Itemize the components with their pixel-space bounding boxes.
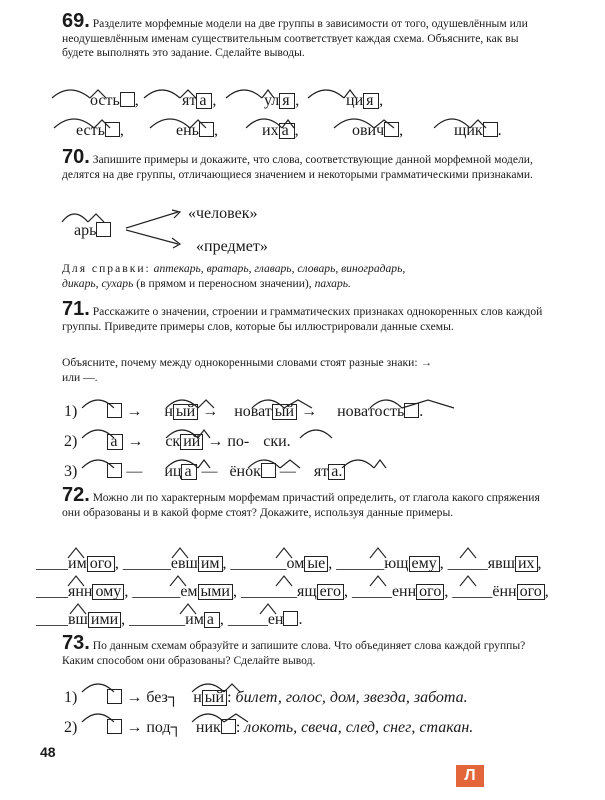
exercise-72-text (62, 484, 552, 520)
publisher-logo-icon: Л (456, 765, 484, 787)
scheme-71-1: 1) → н ый → новат ый → новатость . (64, 403, 424, 420)
participle-row-2: ____янн ому , ______ем ыми , _______ящ его , _____енн ого , _____ённ ого , (36, 583, 549, 600)
page-number: 48 (40, 744, 56, 760)
model-69-7: их а , (262, 122, 299, 139)
model-69-9: щик . (454, 122, 502, 139)
exercise-71-body: Расскажите о значении, строении и грамматических признаках однокоренных слов каждой группы. Приведите примеры слов, которые бы иллюстрировали данные схемы. (62, 305, 543, 333)
model-69-2: ят а , (182, 92, 217, 109)
model-69-5: есть , (76, 122, 124, 139)
exercise-70-text (62, 146, 552, 182)
branch-person: «человек» (188, 205, 258, 222)
exercise-69-number: 69. (62, 10, 90, 32)
exercise-72-number: 72. (62, 484, 90, 506)
participle-row-1: ____им ого , ______евш им , _______ом ые , ______ющ ему , _____явш их , (36, 555, 542, 572)
exercise-70-body: Запишите примеры и докажите, что слова, соответствующие данной морфемной модели, делятся на две группы, отличающиеся значением и некоторыми грамматическими признаками. (62, 153, 533, 181)
exercise-71-number: 71. (62, 298, 90, 320)
exercise-71-question: Объясните, почему между однокоренными словами стоят разные знаки: → или —. (62, 356, 433, 384)
model-70: арь (74, 222, 111, 240)
exercise-72-body: Можно ли по характерным морфемам причастий определить, от глагола какого спряжения они образованы и в какой форме стоят? Докажите, используя данные примеры. (62, 491, 540, 519)
model-69-1: ость , (90, 92, 139, 109)
model-69-3: ул я , (264, 92, 300, 109)
exercise-70-reference: Для справки: аптекарь, вратарь, главарь, словарь, виноградарь, дикарь, сухарь (в прямом и переносном значении), пахарь. (62, 262, 406, 290)
arrow-sign: → (420, 356, 433, 369)
exercise-73-body: По данным схемам образуйте и запишите слова. Что объединяет слова каждой группы? Каким способом они образованы? Сделайте вывод. (62, 639, 526, 667)
branch-object: «предмет» (196, 238, 268, 255)
exercise-71-text (62, 298, 552, 334)
participle-row-3: ____вш ими , _______им а , _____ен . (36, 611, 303, 628)
exercise-73-text (62, 632, 552, 668)
exercise-69-text (62, 10, 552, 61)
scheme-71-3: 3) — иц а — ёнок — ят а. (64, 463, 345, 481)
scheme-73-1: 1) → без┐ н ый : билет, голос, дом, звезда, забота. (64, 689, 468, 706)
exercise-69-body: Разделите морфемные модели на две группы в зависимости от того, одушевлённым или неодушевлённым именам существительным соответствует каждая схема. Объясните, как вы будете выполнять это задание. Сделайте выводы. (62, 17, 528, 59)
exercise-70-number: 70. (62, 146, 90, 168)
model-69-8: ович , (352, 122, 404, 139)
scheme-71-2: 2) а → ск ий → по- ски. (64, 433, 291, 450)
model-69-4: ци я , (346, 92, 384, 109)
exercise-73-number: 73. (62, 632, 90, 654)
model-69-6: ень , (176, 122, 218, 139)
scheme-73-2: 2) → под┐ ник : локоть, свеча, след, снег, стакан. (64, 719, 474, 736)
